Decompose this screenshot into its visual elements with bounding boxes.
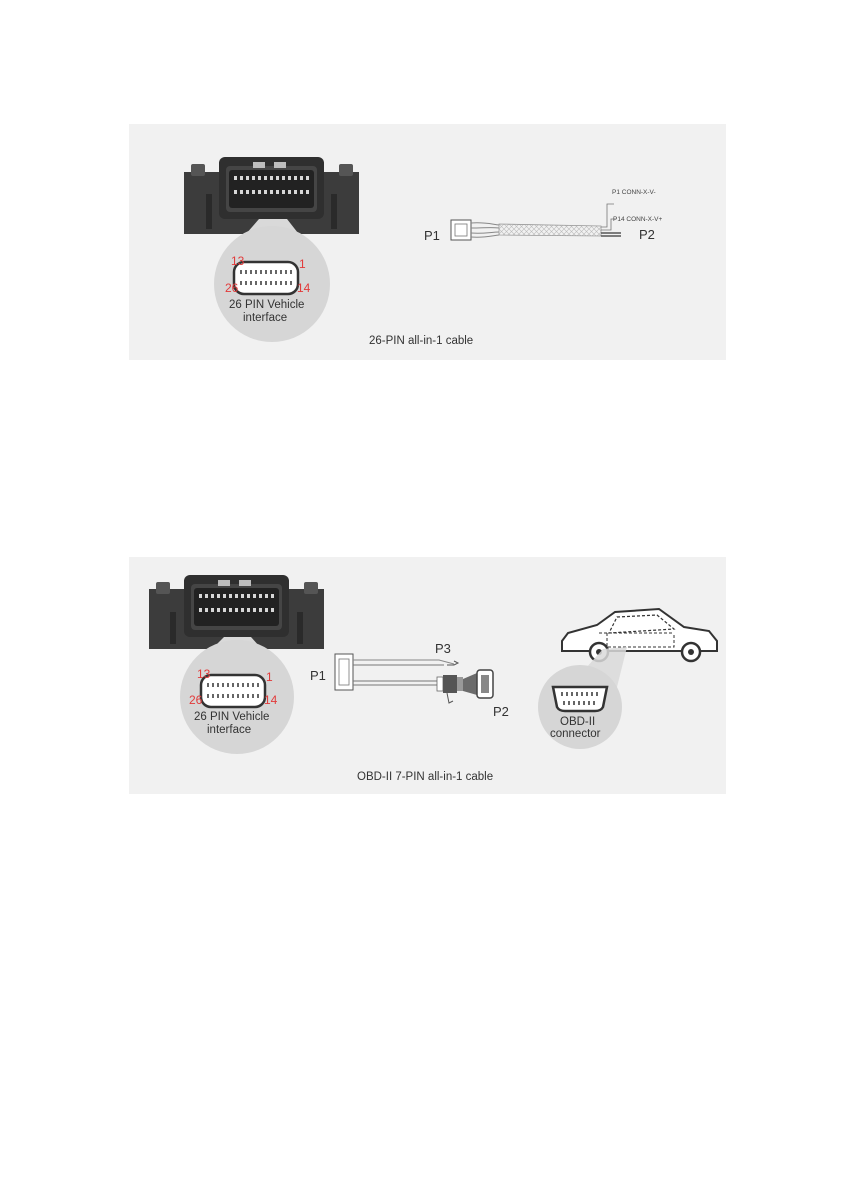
interface-label-line2: interface [243, 312, 288, 324]
cable-diagram-obd2 [129, 557, 726, 794]
pin-number-13: 13 [197, 667, 211, 681]
plug-label-p1: P1 [310, 668, 326, 683]
wire-label-p1-conn: P1 CONN-X-V- [612, 189, 656, 196]
car-icon [562, 609, 717, 661]
pin-zoom-circle [214, 226, 330, 342]
pin-number-14: 14 [264, 693, 278, 707]
cable-26pin [451, 204, 621, 240]
cable-diagram-obd2-svg [129, 557, 726, 794]
cable-diagram-26pin [129, 124, 726, 360]
panel2-caption: OBD-II 7-PIN all-in-1 cable [357, 771, 494, 783]
pin-number-1: 1 [266, 670, 273, 684]
pin-number-13: 13 [231, 254, 245, 268]
pin-number-14: 14 [297, 281, 311, 295]
wire-label-p14-conn: P14 CONN-X-V+ [613, 216, 663, 223]
pin-number-1: 1 [299, 257, 306, 271]
plug-label-p2: P2 [493, 704, 509, 719]
plug-label-p2: P2 [639, 227, 655, 242]
cable-diagram-26pin-svg [129, 124, 726, 360]
cable-obd2 [335, 654, 493, 703]
obd2-zoom-circle [538, 665, 622, 749]
panel1-caption: 26-PIN all-in-1 cable [369, 335, 474, 347]
plug-label-p3: P3 [435, 641, 451, 656]
pin-number-26: 26 [189, 693, 203, 707]
interface-label-line2: interface [207, 724, 252, 736]
plug-label-p1: P1 [424, 228, 440, 243]
interface-label-line1: 26 PIN Vehicle [229, 299, 305, 311]
interface-label-line1: 26 PIN Vehicle [194, 711, 270, 723]
pin-number-26: 26 [225, 281, 239, 295]
pin-zoom-circle [180, 640, 294, 754]
obd-label-line2: connector [550, 728, 601, 740]
obd-label-line1: OBD-II [560, 716, 596, 728]
